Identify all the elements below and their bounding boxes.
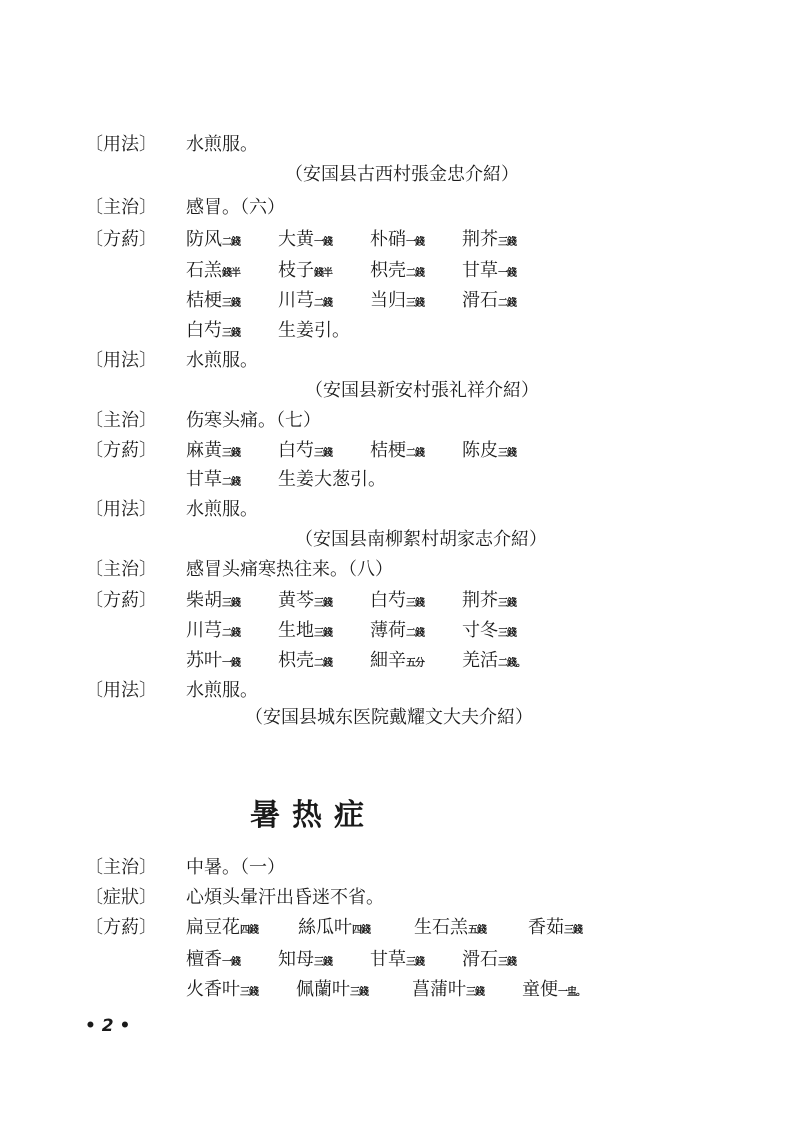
herb-item [462, 286, 554, 319]
herb-name: 扁豆花 [186, 917, 240, 938]
usage-line [85, 346, 258, 376]
herb-dose: 一錢 [314, 237, 332, 248]
herb-item [186, 616, 278, 649]
herb-dose: 一錢 [222, 658, 240, 669]
section-label: 〔用法〕 [85, 134, 157, 155]
herb-dose: 二錢 [314, 298, 332, 309]
herb-dose: 二錢 [314, 658, 332, 669]
herb-item [186, 286, 278, 319]
herb-item [296, 975, 412, 1008]
herb-dose: 三錢 [406, 598, 424, 609]
symptom-line [85, 883, 384, 913]
herb-item [278, 286, 370, 319]
section-heading: 暑热症 [250, 798, 376, 833]
herb-dose: 三錢 [314, 957, 332, 968]
herb-item [370, 225, 462, 258]
herb-name: 防风 [186, 229, 222, 250]
herb-name: 甘草 [186, 469, 222, 490]
herb-item [186, 256, 278, 289]
usage-text: 水煎服。 [186, 680, 258, 701]
herb-name: 桔梗 [370, 440, 406, 461]
herb-item [278, 225, 370, 258]
herb-name: 枳壳 [370, 260, 406, 281]
herb-dose: 二錢 [222, 237, 240, 248]
herb-name: 朴硝 [370, 229, 406, 250]
herb-dose: 三錢 [406, 298, 424, 309]
section-label: 〔主治〕 [85, 410, 157, 431]
herb-item [186, 975, 296, 1008]
indication-line [85, 193, 285, 223]
herb-item [462, 646, 554, 679]
herb-item [278, 646, 370, 679]
attribution: （安国县新安村張礼祥介紹） [305, 380, 539, 401]
herb-name: 石羔 [186, 260, 222, 281]
herb-name: 滑石 [462, 290, 498, 311]
herb-item [298, 913, 414, 946]
herb-row [186, 945, 554, 975]
herb-item [370, 586, 462, 619]
herb-dose: 一錢 [406, 237, 424, 248]
herb-item [412, 975, 522, 1008]
indication-line [85, 406, 321, 436]
herb-name: 甘草 [370, 949, 406, 970]
section-label: 〔用法〕 [85, 680, 157, 701]
herb-name: 白芍 [186, 320, 222, 341]
herb-dose: 三錢 [498, 628, 516, 639]
page-number: • 2 • [85, 1016, 131, 1036]
herb-name: 生姜大葱引。 [278, 469, 386, 490]
herb-row [186, 975, 614, 1005]
herb-row [186, 225, 554, 255]
herb-dose: 三錢 [498, 237, 516, 248]
herb-dose: 錢半 [222, 268, 240, 279]
herb-name: 麻黄 [186, 440, 222, 461]
herb-dose: 二錢 [498, 298, 516, 309]
herb-item [186, 945, 278, 978]
herb-name: 生石羔 [414, 917, 468, 938]
herb-row [186, 436, 554, 466]
herb-name: 陈皮 [462, 440, 498, 461]
herb-item [414, 913, 528, 946]
herb-dose: 三錢 [314, 598, 332, 609]
prescription-line [85, 586, 185, 616]
herb-item [462, 225, 554, 258]
herb-item [186, 586, 278, 619]
herb-dose: 三錢 [498, 598, 516, 609]
herb-name: 菖蒲叶 [412, 979, 466, 1000]
herb-name: 羌活 [462, 650, 498, 671]
herb-dose: 二錢 [406, 268, 424, 279]
usage-text: 水煎服。 [186, 350, 258, 371]
herb-item [278, 616, 370, 649]
section-label: 〔方葯〕 [85, 229, 157, 250]
herb-item [462, 616, 554, 649]
herb-name: 檀香 [186, 949, 222, 970]
usage-line [85, 676, 258, 706]
indication-text: 感冒。（六） [186, 197, 285, 218]
herb-name: 枳壳 [278, 650, 314, 671]
herb-name: 寸冬 [462, 620, 498, 641]
usage-line [85, 130, 258, 160]
herb-dose: 二錢 [406, 448, 424, 459]
prescription-line [85, 225, 185, 255]
section-label: 〔方葯〕 [85, 590, 157, 611]
herb-name: 童便 [522, 979, 558, 1000]
indication-line [85, 555, 393, 585]
herb-name: 柴胡 [186, 590, 222, 611]
herb-dose: 四錢 [352, 925, 370, 936]
herb-name: 佩蘭叶 [296, 979, 350, 1000]
herb-item [462, 586, 554, 619]
herb-name: 白芍 [278, 440, 314, 461]
herb-item [278, 586, 370, 619]
herb-row [186, 616, 554, 646]
indication-text: 感冒头痛寒热往来。（八） [186, 559, 393, 580]
section-label: 〔方葯〕 [85, 917, 157, 938]
herb-row [186, 646, 554, 676]
herb-item [278, 256, 370, 289]
herb-name: 火香叶 [186, 979, 240, 1000]
herb-item [186, 225, 278, 258]
herb-dose: 三錢 [222, 328, 240, 339]
attribution: （安国县古西村張金忠介紹） [285, 164, 519, 185]
herb-item [186, 646, 278, 679]
herb-name: 滑石 [462, 949, 498, 970]
herb-item [186, 465, 278, 498]
usage-line [85, 495, 258, 525]
herb-dose: 四錢 [240, 925, 258, 936]
herb-dose: 三錢 [222, 298, 240, 309]
section-label: 〔用法〕 [85, 499, 157, 520]
herb-item [370, 616, 462, 649]
prescription-line [85, 436, 185, 466]
herb-dose: 三錢 [498, 957, 516, 968]
herb-name: 苏叶 [186, 650, 222, 671]
section-label: 〔主治〕 [85, 559, 157, 580]
herb-name: 川芎 [278, 290, 314, 311]
section-label: 〔主治〕 [85, 857, 157, 878]
herb-name: 荆芥 [462, 590, 498, 611]
herb-item [462, 436, 554, 469]
herb-name: 黄芩 [278, 590, 314, 611]
herb-dose: 三錢 [350, 987, 368, 998]
section-label: 〔用法〕 [85, 350, 157, 371]
herb-row [186, 913, 620, 943]
herb-item [370, 945, 462, 978]
indication-text: 伤寒头痛。（七） [186, 410, 321, 431]
indication-line [85, 853, 285, 883]
herb-item [370, 286, 462, 319]
herb-dose: 三錢 [314, 628, 332, 639]
herb-name: 知母 [278, 949, 314, 970]
herb-dose: 二錢。 [498, 658, 525, 669]
herb-dose: 三錢 [222, 448, 240, 459]
herb-name: 当归 [370, 290, 406, 311]
attribution: （安国县南柳絮村胡家志介紹） [295, 529, 547, 550]
attribution: （安国县城东医院戴耀文大夫介紹） [245, 707, 533, 728]
herb-name: 細辛 [370, 650, 406, 671]
herb-item [370, 646, 462, 679]
usage-text: 水煎服。 [186, 499, 258, 520]
herb-item [522, 975, 614, 1008]
herb-dose: 三錢 [314, 448, 332, 459]
herb-name: 甘草 [462, 260, 498, 281]
herb-dose: 二錢 [406, 628, 424, 639]
herb-dose: 一盅。 [558, 987, 585, 998]
herb-dose: 三錢 [222, 598, 240, 609]
herb-item [462, 945, 554, 978]
herb-dose: 三錢 [240, 987, 258, 998]
herb-row [186, 465, 386, 495]
herb-name: 大黄 [278, 229, 314, 250]
herb-item [278, 316, 370, 349]
herb-dose: 三錢 [466, 987, 484, 998]
herb-dose: 三錢 [406, 957, 424, 968]
usage-text: 水煎服。 [186, 134, 258, 155]
herb-name: 生姜引。 [278, 320, 350, 341]
herb-name: 白芍 [370, 590, 406, 611]
herb-item [186, 316, 278, 349]
herb-name: 香茹 [528, 917, 564, 938]
herb-dose: 一錢 [222, 957, 240, 968]
herb-row [186, 586, 554, 616]
herb-dose: 二錢 [222, 477, 240, 488]
herb-name: 川芎 [186, 620, 222, 641]
section-label: 〔症狀〕 [85, 887, 157, 908]
herb-row [186, 256, 554, 286]
herb-name: 桔梗 [186, 290, 222, 311]
herb-dose: 五分 [406, 658, 424, 669]
herb-item [370, 256, 462, 289]
prescription-line [85, 913, 185, 943]
herb-dose: 三錢 [498, 448, 516, 459]
herb-name: 薄荷 [370, 620, 406, 641]
herb-name: 枝子 [278, 260, 314, 281]
herb-name: 生地 [278, 620, 314, 641]
herb-dose: 錢半 [314, 268, 332, 279]
herb-row [186, 286, 554, 316]
herb-item [528, 913, 620, 946]
herb-name: 絲瓜叶 [298, 917, 352, 938]
indication-text: 中暑。（一） [186, 857, 285, 878]
herb-item [278, 465, 386, 498]
section-label: 〔主治〕 [85, 197, 157, 218]
section-label: 〔方葯〕 [85, 440, 157, 461]
herb-item [462, 256, 554, 289]
herb-item [278, 945, 370, 978]
herb-name: 荆芥 [462, 229, 498, 250]
herb-item [186, 913, 298, 946]
herb-row [186, 316, 370, 346]
herb-dose: 三錢 [564, 925, 582, 936]
herb-dose: 五錢 [468, 925, 486, 936]
herb-dose: 二錢 [222, 628, 240, 639]
symptom-text: 心煩头暈汗出昏迷不省。 [186, 887, 384, 908]
herb-dose: 一錢 [498, 268, 516, 279]
